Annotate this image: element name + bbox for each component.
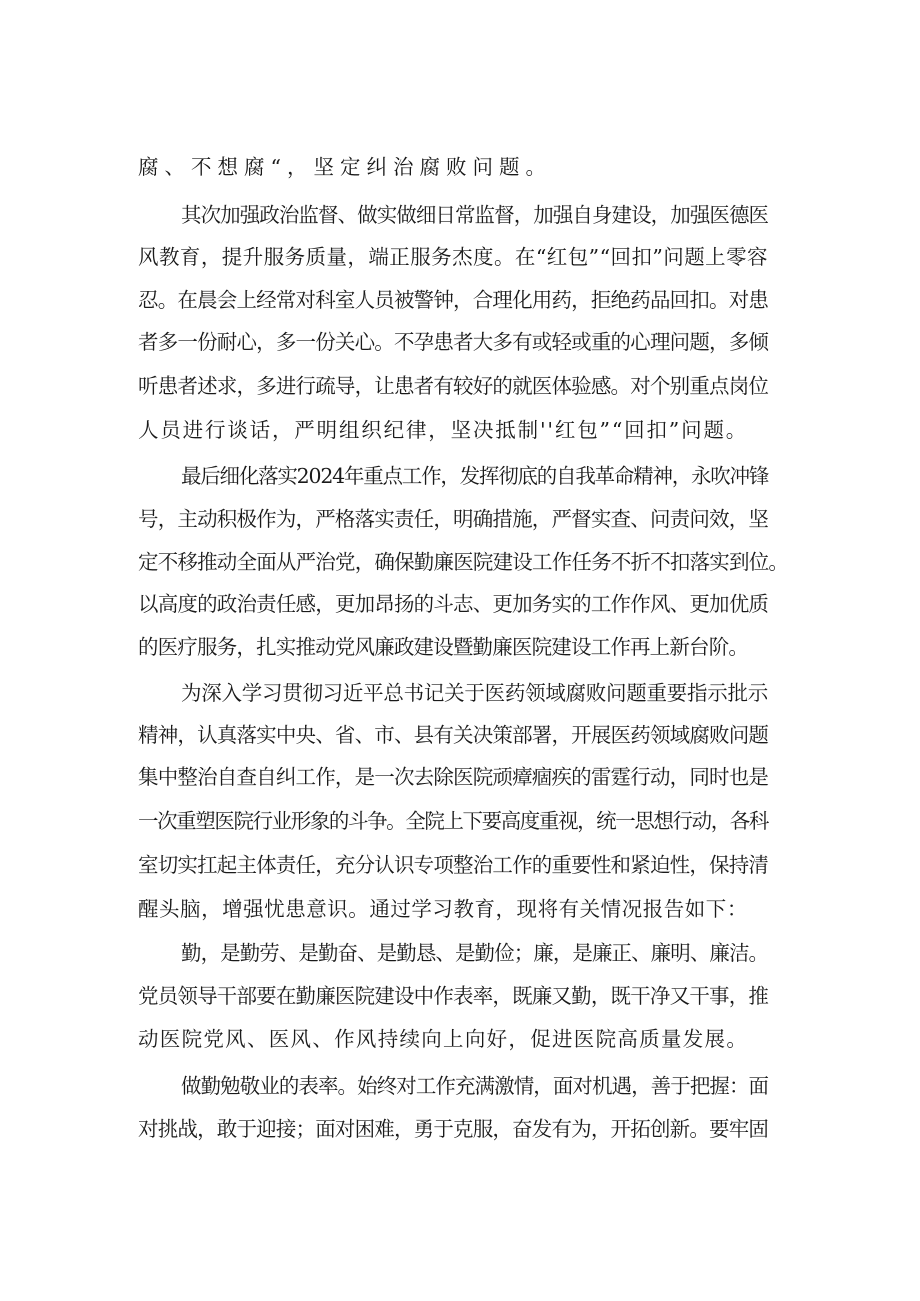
text-line: 定不移推动全面从严治党，确保勤廉医院建设工作任务不折不扣落实到位。 [138, 550, 789, 574]
text-line: 其次加强政治监督、做实做细日常监督，加强自身建设，加强医德医 [181, 203, 769, 227]
text-line: 风教育，提升服务质量，端正服务杰度。在“红包”“回扣”问题上零容 [138, 245, 768, 269]
text-line: 腐、不想腐“，坚定纠治腐败问题。 [138, 155, 552, 179]
text-line: 室切实扛起主体责任，充分认识专项整治工作的重要性和紧迫性，保持清 [138, 853, 769, 877]
text-line: 最后细化落实2024年重点工作，发挥彻底的自我革命精神，永吹冲锋 [181, 464, 769, 488]
text-line: 人员进行谈话，严明组织纪律，坚决抵制''红包”“回扣”问题。 [138, 418, 749, 442]
text-line: 以高度的政治责任感，更加昂扬的斗志、更加务实的工作作风、更加优质 [138, 592, 769, 616]
text-line: 一次重塑医院行业形象的斗争。全院上下要高度重视，统一思想行动，各科 [138, 809, 768, 833]
text-line: 对挑战，敢于迎接；面对困难，勇于克服，奋发有为，开拓创新。要牢固 [138, 1117, 769, 1141]
text-line: 听患者述求，多进行疏导，让患者有较好的就医体验感。对个别重点岗位 [138, 374, 769, 398]
text-line: 精神，认真落实中央、省、市、县有关决策部署，开展医药领域腐败问题 [138, 723, 769, 747]
text-line: 者多一份耐心，多一份关心。不孕患者大多有或轻或重的心理问题，多倾 [138, 330, 769, 354]
text-line: 做勤勉敬业的表率。始终对工作充满激情，面对机遇，善于把握：面 [181, 1074, 769, 1098]
text-line: 的医疗服务，扎实推动党风廉政建设暨勤廉医院建设工作再上新台阶。 [138, 635, 749, 659]
text-line: 号，主动积极作为，严格落实责任，明确措施，严督实查、问责问效，坚 [138, 507, 769, 531]
text-line: 集中整治自查自纠工作，是一次去除医院顽瘴痼疾的雷霆行动，同时也是 [138, 765, 769, 789]
text-line: 为深入学习贯彻习近平总书记关于医药领域腐败问题重要指示批示 [181, 681, 768, 705]
text-line: 党员领导干部要在勤廉医院建设中作表率，既廉又勤，既干净又干事，推 [138, 984, 769, 1008]
text-line: 勤，是勤劳、是勤奋、是勤恳、是勤俭；廉，是廉正、廉明、廉洁。 [181, 941, 769, 965]
text-line: 忍。在晨会上经常对科室人员被警钟，合理化用药，拒绝药品回扣。对患 [138, 288, 769, 312]
text-line: 醒头脑，增强忧患意识。通过学习教育，现将有关情况报告如下： [138, 897, 748, 921]
text-line: 动医院党风、医风、作风持续向上向好，促进医院高质量发展。 [138, 1027, 749, 1051]
